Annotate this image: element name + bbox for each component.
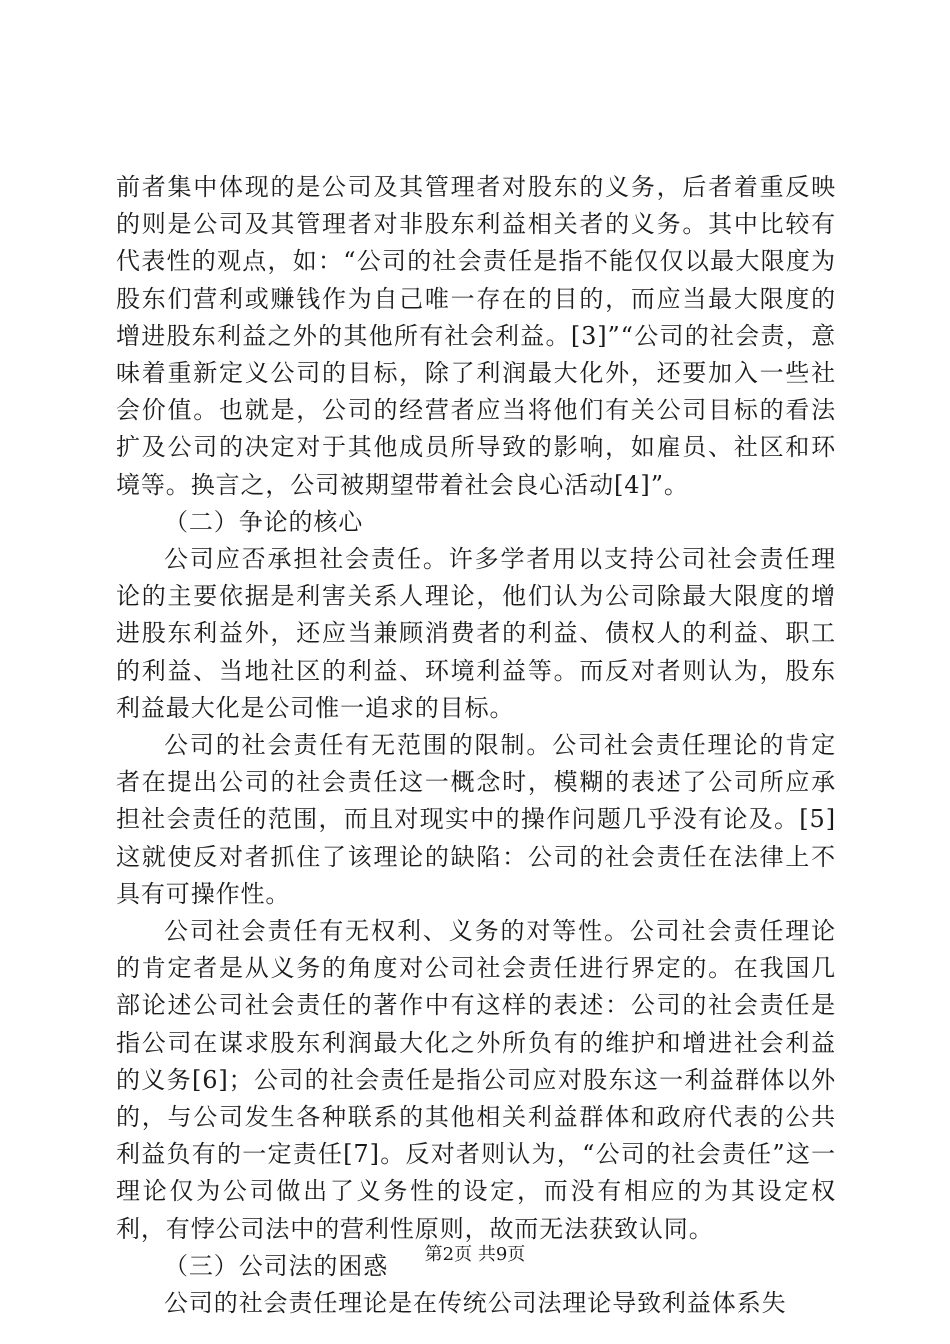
paragraph-scope: 公司的社会责任有无范围的限制。公司社会责任理论的肯定者在提出公司的社会责任这一概念时，模糊的表述了公司所应承担社会责任的范围，而且对现实中的操作问题几乎没有论及。[5]这就使反对者抓住了该理论的缺陷：公司的社会责任在法律上不具有可操作性。 [116, 731, 836, 908]
body-text [116, 169, 836, 1322]
paragraph-equivalence: 公司社会责任有无权利、义务的对等性。公司社会责任理论的肯定者是从义务的角度对公司社会责任进行界定的。在我国几部论述公司社会责任的著作中有这样的表述：公司的社会责任是指公司在谋求股东利润最大化之外所负有的维护和增进社会利益的义务[6]；公司的社会责任是指公司应对股东这一利益群体以外的，与公司发生各种联系的其他相关利益群体和政府代表的公共利益负有的一定责任[7]。反对者则认为，“公司的社会责任”这一理论仅为公司做出了义务性的设定，而没有相应的为其设定权利，有悖公司法中的营利性原则，故而无法获致认同。 [116, 917, 836, 1243]
paragraph-obligation: 公司应否承担社会责任。许多学者用以支持公司社会责任理论的主要依据是利害关系人理论，他们认为公司除最大限度的增进股东利益外，还应当兼顾消费者的利益、债权人的利益、职工的利益、当地社区的利益、环境利益等。而反对者则认为，股东利益最大化是公司惟一追求的目标。 [116, 545, 836, 722]
page-footer: 第2页 共9页 [424, 1244, 526, 1265]
paragraph-corporate-law: 公司的社会责任理论是在传统公司法理论导致利益体系失 [164, 1289, 787, 1318]
section-heading-3: （三）公司法的困惑 [164, 1251, 389, 1280]
paragraph-continuation: 前者集中体现的是公司及其管理者对股东的义务，后者着重反映的则是公司及其管理者对非股东利益相关者的义务。其中比较有代表性的观点，如：“公司的社会责任是指不能仅仅以最大限度为股东们营利或赚钱作为自己唯一存在的目的，而应当最大限度的增进股东利益之外的其他所有社会利益。[3]”“公司的社会责，意味着重新定义公司的目标，除了利润最大化外，还要加入一些社会价值。也就是，公司的经营者应当将他们有关公司目标的看法扩及公司的决定对于其他成员所导致的影响，如雇员、社区和环境等。换言之，公司被期望带着社会良心活动[4]”。 [116, 173, 836, 499]
section-heading-2: （二）争论的核心 [164, 507, 364, 536]
